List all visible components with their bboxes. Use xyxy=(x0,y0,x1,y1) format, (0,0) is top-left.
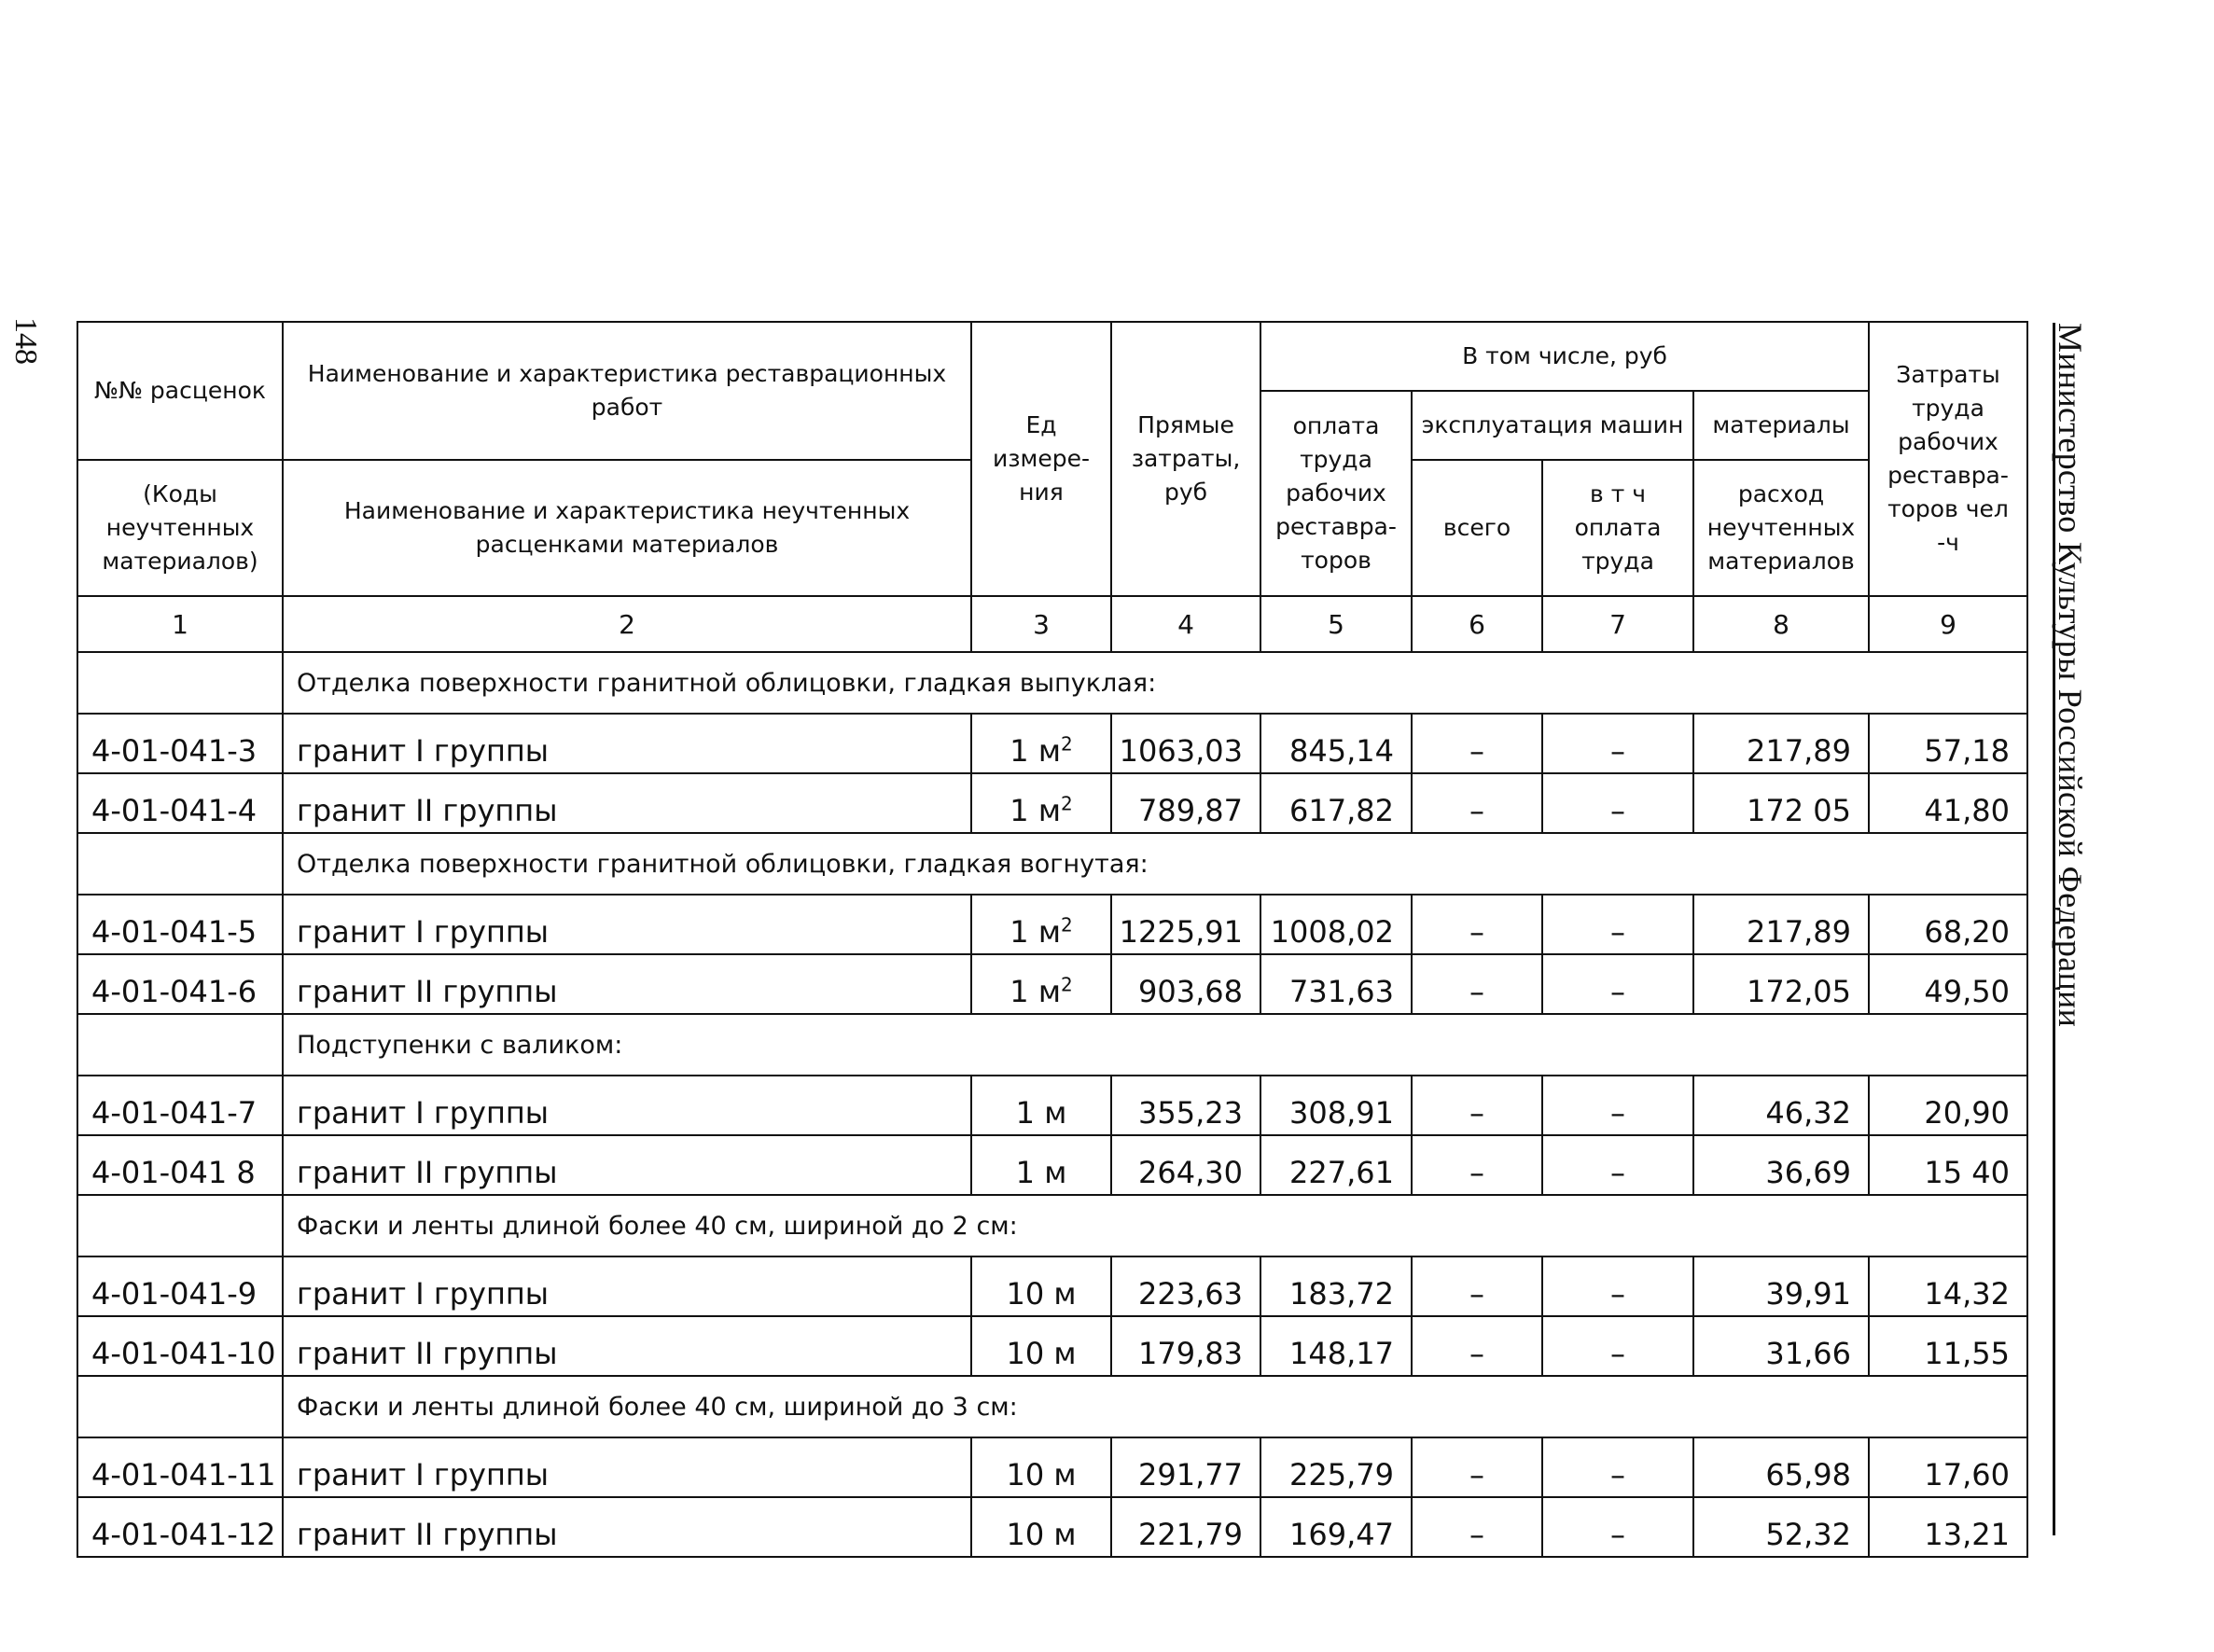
header-direct-cost: Прямые затраты, руб xyxy=(1111,322,1260,596)
header-unit: Ед измере-ния xyxy=(971,322,1111,596)
materials-cell: 65,98 xyxy=(1693,1437,1869,1497)
header-machines-labor: в т ч оплата труда xyxy=(1542,460,1693,596)
machines-labor-cell: – xyxy=(1542,895,1693,954)
labor-pay-cell: 731,63 xyxy=(1260,954,1412,1014)
work-name-cell: гранит II группы xyxy=(283,954,971,1014)
unit-text: 1 м xyxy=(1015,1155,1067,1190)
header-material-names: Наименование и характеристика неучтенных расценками материалов xyxy=(283,460,971,596)
labor-hours-cell: 13,21 xyxy=(1869,1497,2027,1557)
materials-cell: 217,89 xyxy=(1693,714,1869,773)
machines-total-cell: – xyxy=(1412,714,1542,773)
work-name-cell: гранит II группы xyxy=(283,773,971,833)
machines-total-cell: – xyxy=(1412,1135,1542,1195)
table-row xyxy=(77,773,2027,833)
work-name-cell: гранит II группы xyxy=(283,1497,971,1557)
unit-cell xyxy=(971,773,1111,833)
machines-total-cell: – xyxy=(1412,895,1542,954)
header-labor-pay: оплата труда рабочих реставра-торов xyxy=(1260,391,1412,596)
direct-cost-cell: 355,23 xyxy=(1111,1076,1260,1135)
header-machines-total: всего xyxy=(1412,460,1542,596)
unit-cell xyxy=(971,1076,1111,1135)
section-row xyxy=(77,652,2027,714)
column-numbers-row xyxy=(77,596,2027,652)
section-title: Отделка поверхности гранитной облицовки, гладкая выпуклая: xyxy=(283,652,2027,714)
rate-code-cell: 4-01-041-11 xyxy=(77,1437,283,1497)
table-body xyxy=(77,652,2027,1557)
machines-labor-cell: – xyxy=(1542,1497,1693,1557)
labor-pay-cell: 169,47 xyxy=(1260,1497,1412,1557)
labor-hours-cell: 41,80 xyxy=(1869,773,2027,833)
table-row xyxy=(77,954,2027,1014)
unit-cell xyxy=(971,1497,1111,1557)
unit-exponent: 2 xyxy=(1060,792,1073,815)
unit-cell xyxy=(971,714,1111,773)
rate-code-cell: 4-01-041-6 xyxy=(77,954,283,1014)
header-materials-usage: расход неучтенных материалов xyxy=(1693,460,1869,596)
table-header xyxy=(77,322,2027,652)
unit-cell xyxy=(971,1135,1111,1195)
work-name-cell: гранит I группы xyxy=(283,1076,971,1135)
labor-hours-cell: 57,18 xyxy=(1869,714,2027,773)
machines-labor-cell: – xyxy=(1542,773,1693,833)
section-title: Отделка поверхности гранитной облицовки, гладкая вогнутая: xyxy=(283,833,2027,895)
unit-cell xyxy=(971,954,1111,1014)
header-labor-hours: Затраты труда рабочих реставра-торов чел -ч xyxy=(1869,322,2027,596)
unit-exponent: 2 xyxy=(1060,913,1073,937)
labor-pay-cell: 308,91 xyxy=(1260,1076,1412,1135)
machines-total-cell: – xyxy=(1412,954,1542,1014)
section-title: Фаски и ленты длиной более 40 см, шириной до 3 см: xyxy=(283,1376,2027,1437)
unit-exponent: 2 xyxy=(1060,732,1073,756)
labor-pay-cell: 227,61 xyxy=(1260,1135,1412,1195)
direct-cost-cell: 221,79 xyxy=(1111,1497,1260,1557)
direct-cost-cell: 789,87 xyxy=(1111,773,1260,833)
materials-cell: 31,66 xyxy=(1693,1316,1869,1376)
materials-cell: 172,05 xyxy=(1693,954,1869,1014)
unit-cell xyxy=(971,895,1111,954)
table-row xyxy=(77,714,2027,773)
unit-cell xyxy=(971,1256,1111,1316)
materials-cell: 52,32 xyxy=(1693,1497,1869,1557)
unit-text: 10 м xyxy=(1006,1276,1077,1312)
column-number: 7 xyxy=(1542,596,1693,652)
machines-total-cell: – xyxy=(1412,1076,1542,1135)
rate-code-cell: 4-01-041-3 xyxy=(77,714,283,773)
direct-cost-cell: 1225,91 xyxy=(1111,895,1260,954)
machines-total-cell: – xyxy=(1412,1497,1542,1557)
column-number: 3 xyxy=(971,596,1111,652)
labor-hours-cell: 68,20 xyxy=(1869,895,2027,954)
column-number: 6 xyxy=(1412,596,1542,652)
unit-text: 10 м xyxy=(1006,1517,1077,1552)
labor-pay-cell: 1008,02 xyxy=(1260,895,1412,954)
table-row xyxy=(77,1135,2027,1195)
machines-labor-cell: – xyxy=(1542,1316,1693,1376)
column-number: 5 xyxy=(1260,596,1412,652)
rate-code-cell: 4-01-041-10 xyxy=(77,1316,283,1376)
machines-labor-cell: – xyxy=(1542,1437,1693,1497)
direct-cost-cell: 264,30 xyxy=(1111,1135,1260,1195)
work-name-cell: гранит I группы xyxy=(283,1437,971,1497)
direct-cost-cell: 223,63 xyxy=(1111,1256,1260,1316)
header-machines: эксплуатация машин xyxy=(1412,391,1693,460)
labor-hours-cell: 17,60 xyxy=(1869,1437,2027,1497)
labor-pay-cell: 148,17 xyxy=(1260,1316,1412,1376)
table-row xyxy=(77,1497,2027,1557)
labor-hours-cell: 14,32 xyxy=(1869,1256,2027,1316)
header-including: В том числе, руб xyxy=(1260,322,1869,391)
labor-pay-cell: 845,14 xyxy=(1260,714,1412,773)
unit-exponent: 2 xyxy=(1060,973,1073,996)
section-row xyxy=(77,1376,2027,1437)
machines-total-cell: – xyxy=(1412,1316,1542,1376)
section-code-cell xyxy=(77,1195,283,1256)
labor-hours-cell: 49,50 xyxy=(1869,954,2027,1014)
machines-total-cell: – xyxy=(1412,773,1542,833)
column-number: 9 xyxy=(1869,596,2027,652)
section-title: Фаски и ленты длиной более 40 см, шириной до 2 см: xyxy=(283,1195,2027,1256)
direct-cost-cell: 179,83 xyxy=(1111,1316,1260,1376)
side-header: Министерство Культуры Российской Федерации xyxy=(2052,323,2089,1028)
header-rate-number: №№ расценок xyxy=(77,322,283,460)
unit-text: 10 м xyxy=(1006,1336,1077,1371)
column-number: 1 xyxy=(77,596,283,652)
materials-cell: 172 05 xyxy=(1693,773,1869,833)
direct-cost-cell: 291,77 xyxy=(1111,1437,1260,1497)
labor-pay-cell: 183,72 xyxy=(1260,1256,1412,1316)
machines-total-cell: – xyxy=(1412,1256,1542,1316)
header-materials: материалы xyxy=(1693,391,1869,460)
unit-cell xyxy=(971,1437,1111,1497)
page-number: 148 xyxy=(8,317,43,365)
materials-cell: 39,91 xyxy=(1693,1256,1869,1316)
machines-labor-cell: – xyxy=(1542,714,1693,773)
materials-cell: 46,32 xyxy=(1693,1076,1869,1135)
unit-text: 1 м xyxy=(1010,914,1061,950)
column-number: 4 xyxy=(1111,596,1260,652)
unit-cell xyxy=(971,1316,1111,1376)
labor-hours-cell: 20,90 xyxy=(1869,1076,2027,1135)
table-row xyxy=(77,1256,2027,1316)
work-name-cell: гранит I группы xyxy=(283,714,971,773)
section-row xyxy=(77,833,2027,895)
rate-code-cell: 4-01-041 8 xyxy=(77,1135,283,1195)
unit-text: 1 м xyxy=(1015,1095,1067,1131)
section-row xyxy=(77,1195,2027,1256)
work-name-cell: гранит II группы xyxy=(283,1316,971,1376)
machines-labor-cell: – xyxy=(1542,1256,1693,1316)
rate-code-cell: 4-01-041-9 xyxy=(77,1256,283,1316)
rate-code-cell: 4-01-041-12 xyxy=(77,1497,283,1557)
machines-total-cell: – xyxy=(1412,1437,1542,1497)
labor-pay-cell: 617,82 xyxy=(1260,773,1412,833)
rate-code-cell: 4-01-041-4 xyxy=(77,773,283,833)
rates-table xyxy=(77,321,2028,1558)
materials-cell: 36,69 xyxy=(1693,1135,1869,1195)
labor-hours-cell: 11,55 xyxy=(1869,1316,2027,1376)
table-row xyxy=(77,1437,2027,1497)
section-code-cell xyxy=(77,1014,283,1076)
unit-text: 1 м xyxy=(1010,733,1061,769)
direct-cost-cell: 903,68 xyxy=(1111,954,1260,1014)
work-name-cell: гранит II группы xyxy=(283,1135,971,1195)
section-code-cell xyxy=(77,652,283,714)
machines-labor-cell: – xyxy=(1542,1076,1693,1135)
machines-labor-cell: – xyxy=(1542,954,1693,1014)
column-number: 8 xyxy=(1693,596,1869,652)
rate-code-cell: 4-01-041-5 xyxy=(77,895,283,954)
materials-cell: 217,89 xyxy=(1693,895,1869,954)
table-row xyxy=(77,1316,2027,1376)
machines-labor-cell: – xyxy=(1542,1135,1693,1195)
table-row xyxy=(77,895,2027,954)
section-code-cell xyxy=(77,833,283,895)
section-code-cell xyxy=(77,1376,283,1437)
work-name-cell: гранит I группы xyxy=(283,895,971,954)
column-number: 2 xyxy=(283,596,971,652)
labor-pay-cell: 225,79 xyxy=(1260,1437,1412,1497)
unit-text: 1 м xyxy=(1010,793,1061,828)
header-material-codes: (Коды неучтенных материалов) xyxy=(77,460,283,596)
direct-cost-cell: 1063,03 xyxy=(1111,714,1260,773)
header-work-name: Наименование и характеристика реставрационных работ xyxy=(283,322,971,460)
section-row xyxy=(77,1014,2027,1076)
table-row xyxy=(77,1076,2027,1135)
section-title: Подступенки с валиком: xyxy=(283,1014,2027,1076)
work-name-cell: гранит I группы xyxy=(283,1256,971,1316)
unit-text: 10 м xyxy=(1006,1457,1077,1492)
unit-text: 1 м xyxy=(1010,974,1061,1009)
rate-code-cell: 4-01-041-7 xyxy=(77,1076,283,1135)
labor-hours-cell: 15 40 xyxy=(1869,1135,2027,1195)
